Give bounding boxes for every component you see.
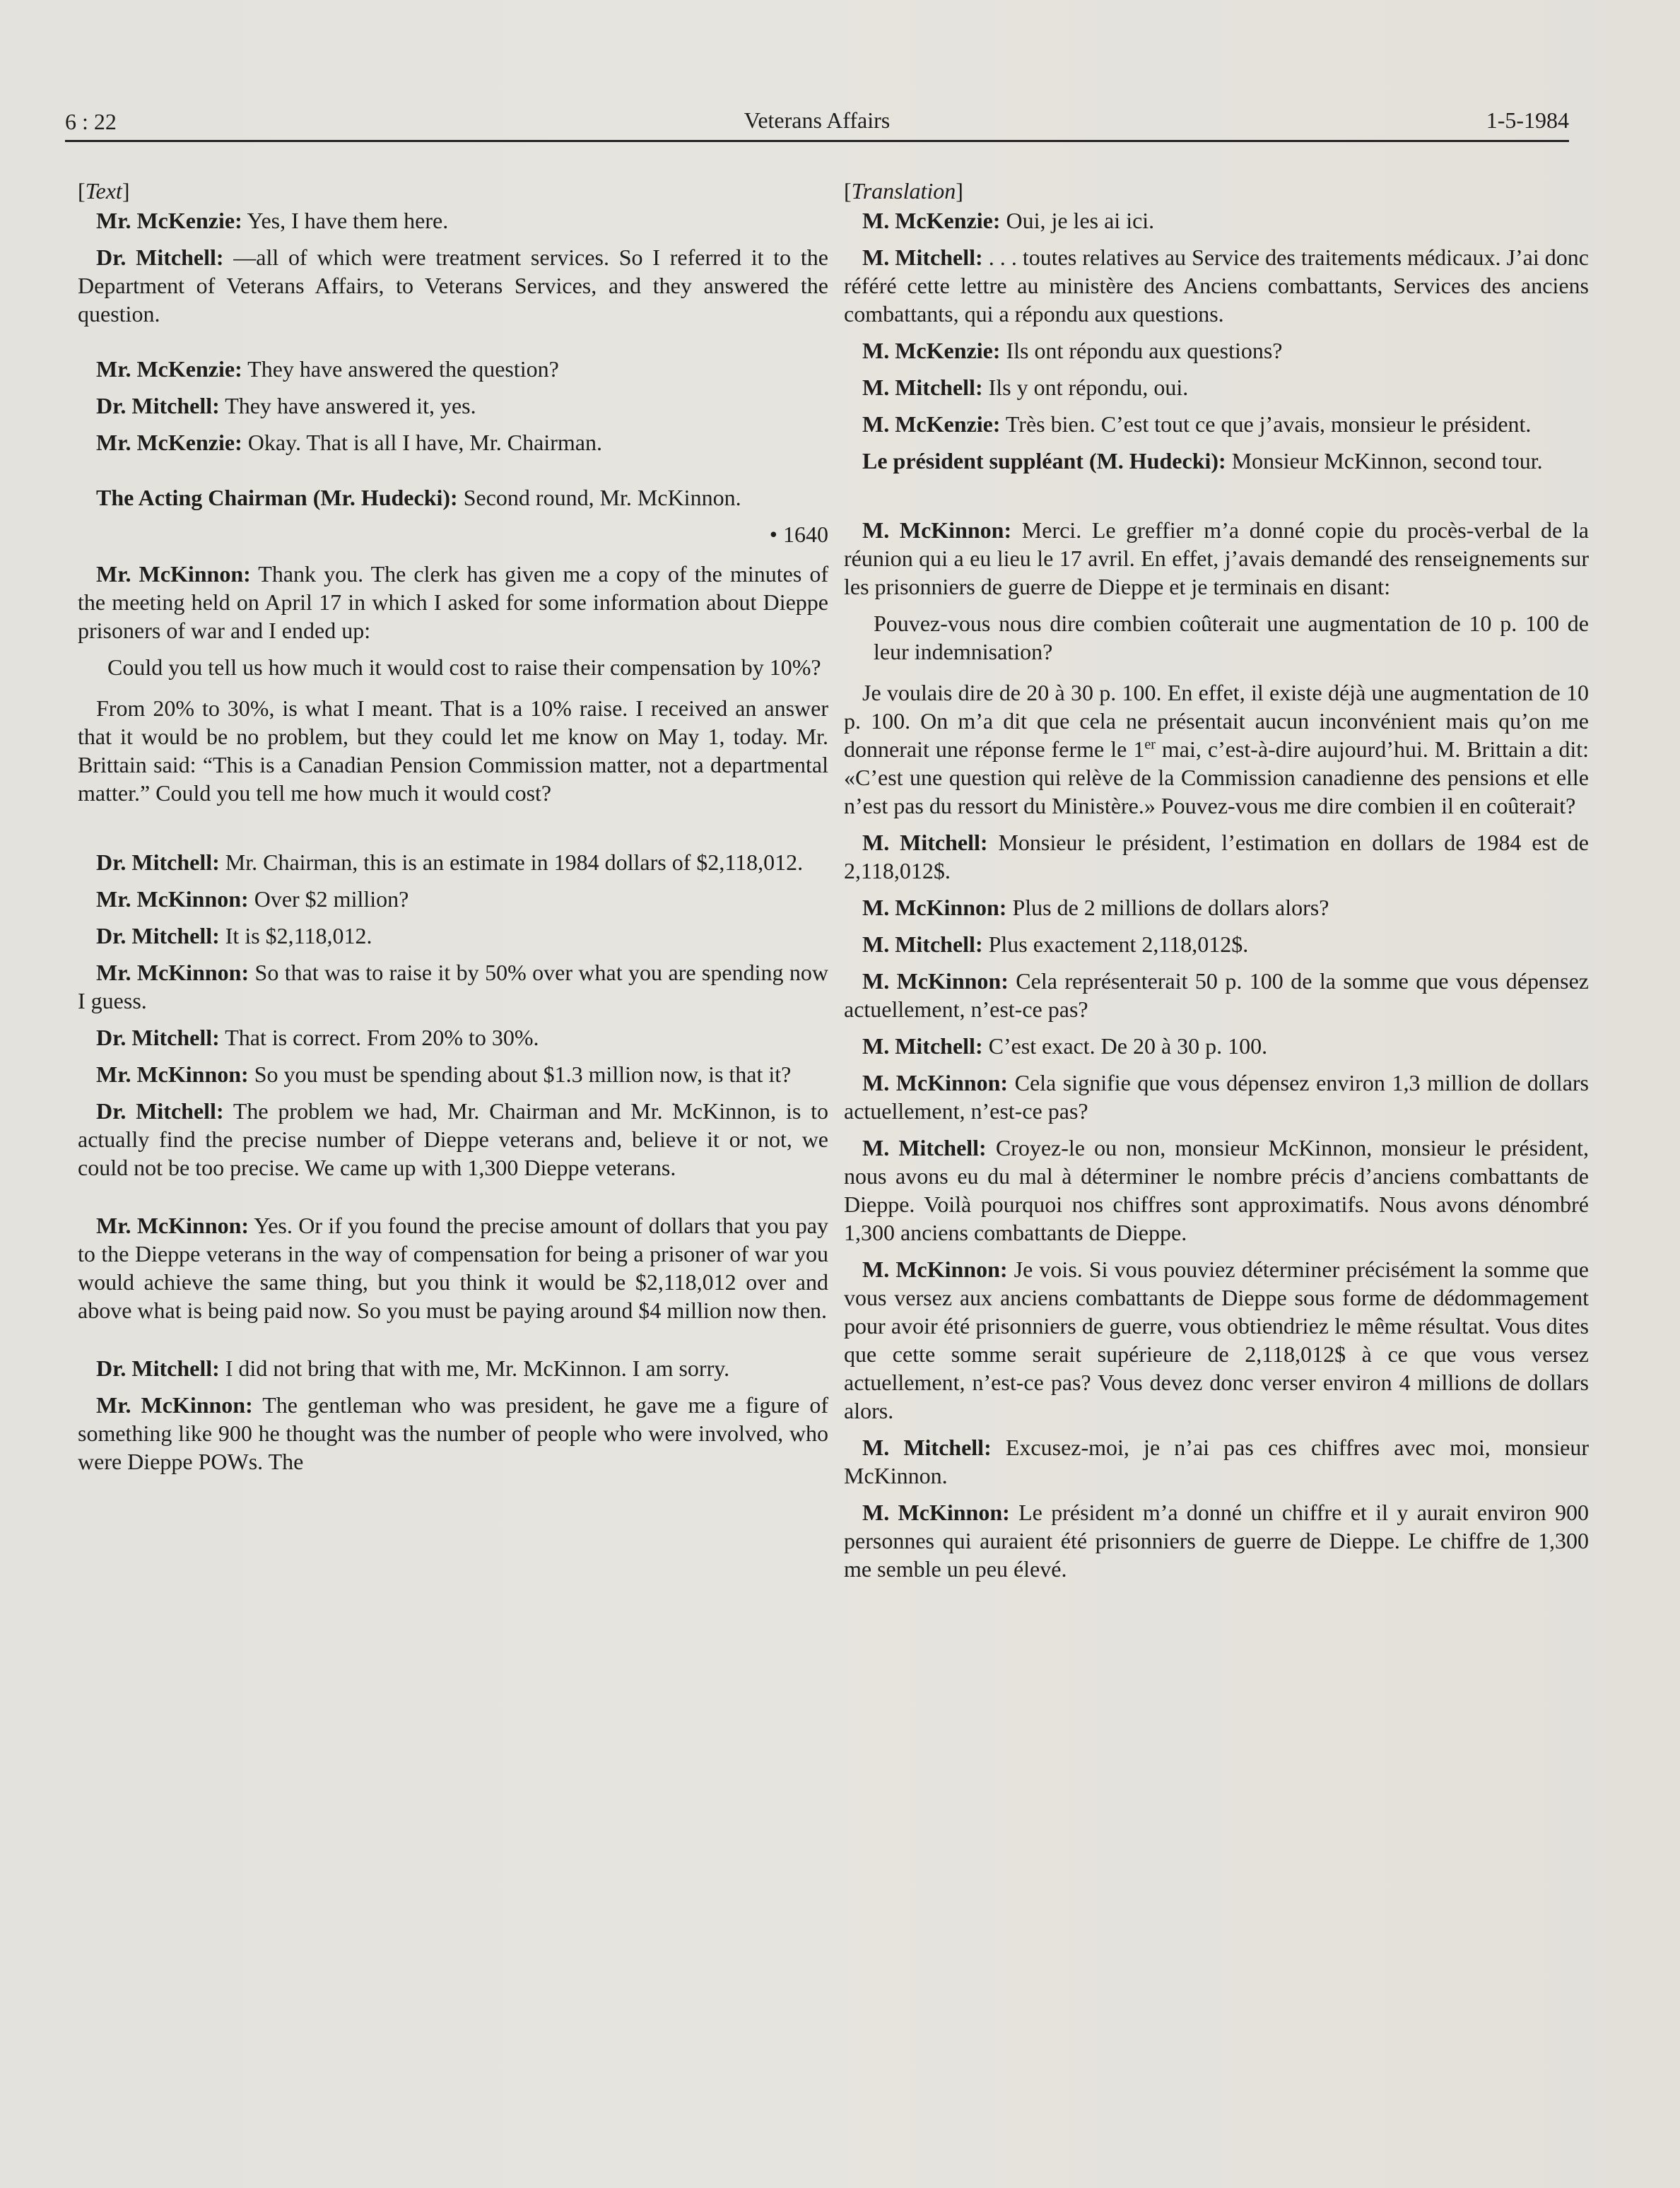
speaker-label: Dr. Mitchell: — [96, 1355, 220, 1381]
speaker-label: Mr. McKinnon: — [96, 561, 251, 587]
transcript-paragraph: M. Mitchell: Ils y ont répondu, oui. — [862, 375, 1189, 400]
transcript-paragraph: M. Mitchell: Excusez-moi, je n’ai pas ces chiffres avec moi, monsieur McKinnon. — [844, 1435, 1590, 1488]
transcript-paragraph: M. Mitchell: Plus exactement 2,118,012$. — [862, 931, 1249, 957]
transcript-paragraph: M. McKinnon: Plus de 2 millions de dollars alors? — [862, 895, 1329, 920]
speaker-label: M. McKenzie: — [862, 208, 1001, 233]
column-tag: [Translation] — [844, 178, 963, 204]
speaker-label: M. Mitchell: — [862, 830, 988, 855]
transcript-paragraph: M. Mitchell: C’est exact. De 20 à 30 p. 100. — [862, 1033, 1268, 1059]
transcript-paragraph: Le président suppléant (M. Hudecki): Monsieur McKinnon, second tour. — [862, 448, 1543, 474]
transcript-paragraph: Mr. McKinnon: Thank you. The clerk has given me a copy of the minutes of the meeting held on April 17 in which I asked for some information about Dieppe prisoners of war and I ended up: — [78, 561, 829, 643]
transcript-paragraph: Mr. McKinnon: Over $2 million? — [96, 886, 409, 912]
transcript-paragraph: M. McKenzie: Très bien. C’est tout ce que j’avais, monsieur le président. — [862, 411, 1532, 437]
speaker-label: Dr. Mitchell: — [96, 393, 220, 418]
speaker-label: Mr. McKinnon: — [96, 1061, 249, 1087]
speaker-label: Dr. Mitchell: — [96, 1098, 224, 1124]
page-number: 6 : 22 — [65, 109, 117, 134]
header-date: 1-5-1984 — [1486, 107, 1569, 133]
running-title: Veterans Affairs — [744, 107, 891, 133]
transcript-paragraph: M. Mitchell: Monsieur le président, l’estimation en dollars de 1984 est de 2,118,012$. — [844, 830, 1590, 883]
transcript-paragraph: Mr. McKenzie: Yes, I have them here. — [96, 208, 449, 233]
transcript-paragraph: M. McKinnon: Cela signifie que vous dépensez environ 1,3 million de dollars actuellement, n’est-ce pas? — [844, 1070, 1590, 1124]
transcript-paragraph: Dr. Mitchell: I did not bring that with me, Mr. McKinnon. I am sorry. — [96, 1355, 730, 1381]
speaker-label: Mr. McKenzie: — [96, 430, 242, 455]
quoted-passage: Pouvez-vous nous dire combien coûterait une augmentation de 10 p. 100 de leur indemnisation? — [874, 611, 1589, 664]
transcript-paragraph: Mr. McKinnon: So you must be spending about $1.3 million now, is that it? — [96, 1061, 792, 1087]
transcript-paragraph: Dr. Mitchell: —all of which were treatment services. So I referred it to the Department of Veterans Affairs, to Veterans Services, and they answered the question. — [78, 245, 829, 327]
transcript-paragraph: Mr. McKinnon: Yes. Or if you found the precise amount of dollars that you pay to the Dieppe veterans in the way of compensation for being a prisoner of war you would achieve the same thing, but you think it would be $2,118,012 over and above what is being paid now. So you must be paying around $4 million now then. — [78, 1213, 829, 1323]
transcript-paragraph: From 20% to 30%, is what I meant. That is a 10% raise. I received an answer that it would be no problem, but they could let me know on May 1, today. Mr. Brittain said: “This is a Canadian Pension Commission matter, not a departmental matter.” Could you tell me how much it would cost? — [78, 695, 828, 806]
transcript-paragraph: Dr. Mitchell: The problem we had, Mr. Chairman and Mr. McKinnon, is to actually find the precise number of Dieppe veterans and, believe it or not, we could not be too precise. We came up with 1,300 Dieppe veterans. — [78, 1098, 828, 1180]
transcript-paragraph: M. McKinnon: Cela représenterait 50 p. 100 de la somme que vous dépensez actuellement, n’est-ce pas? — [844, 968, 1590, 1022]
transcript-paragraph: Mr. McKenzie: They have answered the question? — [96, 356, 559, 382]
transcript-paragraph: M. McKenzie: Oui, je les ai ici. — [862, 208, 1155, 233]
speaker-label: Mr. McKenzie: — [96, 208, 242, 233]
speaker-label: Mr. McKinnon: — [96, 960, 249, 985]
speaker-label: M. McKinnon: — [862, 968, 1009, 994]
speaker-label: Mr. McKinnon: — [96, 886, 249, 912]
transcript-paragraph: M. McKinnon: Merci. Le greffier m’a donné copie du procès-verbal de la réunion qui a eu lieu le 17 avril. En effet, j’avais demandé des renseignements sur les prisonniers de guerre de Dieppe et je terminais en disant: — [844, 517, 1589, 599]
transcript-paragraph: M. Mitchell: Croyez-le ou non, monsieur McKinnon, monsieur le président, nous avons eu du mal à déterminer le nombre précis d’anciens combattants de Dieppe. Voilà pourquoi nos chiffres sont approximatifs. Nous avons dénombré 1,300 anciens combattants de Dieppe. — [844, 1135, 1590, 1245]
transcript-paragraph: M. McKinnon: Je vois. Si vous pouviez déterminer précisément la somme que vous versez aux anciens combattants de Dieppe sous forme de dédommagement pour avoir été prisonniers de guerre, vous obtiendriez le même résultat. Vous dites que cette somme serait supérieure de 2,118,012$ à ce que vous versez actuellement, n’est-ce pas? Vous devez donc verser environ 4 millions de dollars alors. — [844, 1257, 1589, 1423]
transcript-paragraph: Mr. McKinnon: The gentleman who was president, he gave me a figure of something like 900 he thought was the number of people who were involved, who were Dieppe POWs. The — [78, 1392, 829, 1474]
transcript-paragraph: M. McKenzie: Ils ont répondu aux questions? — [862, 338, 1283, 363]
speaker-label: Mr. McKenzie: — [96, 356, 242, 382]
speaker-label: M. Mitchell: — [862, 1435, 992, 1460]
speaker-label: M. McKinnon: — [862, 895, 1007, 920]
header-rule — [65, 140, 1569, 142]
speaker-label: The Acting Chairman (Mr. Hudecki): — [96, 485, 458, 510]
speaker-label: M. McKenzie: — [862, 338, 1001, 363]
speaker-label: M. McKinnon: — [862, 1070, 1009, 1095]
transcript-paragraph: M. McKinnon: Le président m’a donné un chiffre et il y aurait environ 900 personnes qui auraient été prisonniers de guerre de Dieppe. Le chiffre de 1,300 me semble un peu élevé. — [844, 1500, 1590, 1582]
transcript-paragraph: Mr. McKenzie: Okay. That is all I have, Mr. Chairman. — [96, 430, 602, 455]
page-header — [65, 105, 1569, 140]
column-tag: [Text] — [78, 178, 130, 204]
speaker-label: M. McKinnon: — [862, 1500, 1010, 1525]
transcript-paragraph: Mr. McKinnon: So that was to raise it by 50% over what you are spending now I guess. — [78, 960, 829, 1013]
transcript-paragraph: Dr. Mitchell: It is $2,118,012. — [96, 923, 372, 948]
transcript-paragraph: The Acting Chairman (Mr. Hudecki): Second round, Mr. McKinnon. — [96, 485, 741, 510]
speaker-label: Le président suppléant (M. Hudecki): — [862, 448, 1226, 474]
speaker-label: Dr. Mitchell: — [96, 849, 220, 875]
speaker-label: Mr. McKinnon: — [96, 1213, 249, 1238]
speaker-label: Dr. Mitchell: — [96, 245, 224, 270]
speaker-label: M. McKinnon: — [862, 517, 1012, 543]
speaker-label: Dr. Mitchell: — [96, 1025, 220, 1050]
transcript-paragraph: Dr. Mitchell: Mr. Chairman, this is an estimate in 1984 dollars of $2,118,012. — [96, 849, 804, 875]
english-column — [78, 177, 828, 1484]
transcript-paragraph: Je voulais dire de 20 à 30 p. 100. En effet, il existe déjà une augmentation de 10 p. 100. On m’a dit que cela ne présentait aucun inconvénient mais qu’on me donnerait une réponse ferme le 1er mai, c’est-à-dire aujourd’hui. M. Brittain a dit: «C’est une question qui relève de la Commission canadienne des pensions et elle n’est pas du ressort du Ministère.» Pouvez-vous me dire combien il en coûterait? — [844, 680, 1590, 818]
speaker-label: M. Mitchell: — [862, 245, 983, 270]
speaker-label: Mr. McKinnon: — [96, 1392, 253, 1418]
speaker-label: M. McKinnon: — [862, 1257, 1008, 1282]
speaker-label: M. Mitchell: — [862, 931, 983, 957]
transcript-paragraph: M. Mitchell: . . . toutes relatives au Service des traitements médicaux. J’ai donc référé cette lettre au ministère des Anciens combattants, Services des anciens combattants, qui a répondu aux questions. — [844, 245, 1590, 327]
transcript-paragraph: Dr. Mitchell: That is correct. From 20% to 30%. — [96, 1025, 539, 1050]
time-marker: • 1640 — [769, 522, 828, 547]
speaker-label: M. McKenzie: — [862, 411, 1001, 437]
quoted-passage: Could you tell us how much it would cost to raise their compensation by 10%? — [107, 654, 821, 680]
speaker-label: M. Mitchell: — [862, 375, 983, 400]
ordinal-superscript: er — [1144, 736, 1156, 753]
speaker-label: M. Mitchell: — [862, 1033, 983, 1059]
speaker-label: M. Mitchell: — [862, 1135, 987, 1160]
transcript-paragraph: Dr. Mitchell: They have answered it, yes. — [96, 393, 476, 418]
speaker-label: Dr. Mitchell: — [96, 923, 220, 948]
french-column — [844, 177, 1589, 1592]
